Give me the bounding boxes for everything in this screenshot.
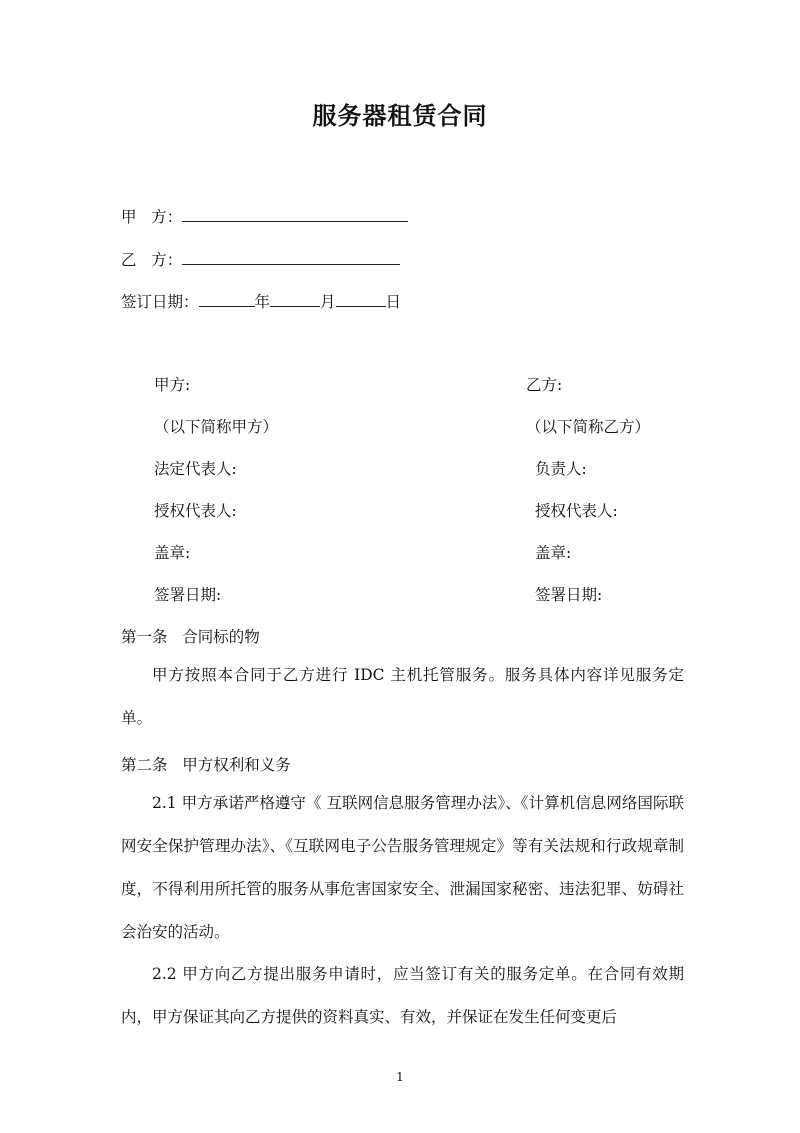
sign-date-line [121, 290, 401, 312]
article-2-clause-2-2: 2.2 甲方向乙方提出服务申请时，应当签订有关的服务定单。在合同有效期内，甲方保证其向乙方提供的资料真实、有效，并保证在发生任何变更后 [121, 965, 684, 1026]
sig-right-auth-rep: 授权代表人: [535, 502, 618, 520]
sig-left-seal: 盖章: [154, 544, 191, 562]
party-b-line [121, 248, 400, 270]
sig-left-rep: 法定代表人: [154, 460, 237, 478]
article-2-clause-2-1: 2.1 甲方承诺严格遵守《 互联网信息服务管理办法》、《计算机信息网络国际联网安全保护管理办法》、《互联网电子公告服务管理规定》等有关法规和行政规章制度，不得利用所托管的服务从事危害国家安全、泄漏国家秘密、违法犯罪、妨碍社会治安的活动。 [121, 794, 684, 941]
sig-left-party: 甲方: [154, 376, 191, 394]
party-a-line [121, 205, 408, 227]
page-number: 1 [396, 1070, 404, 1084]
year-label: 年 [254, 293, 271, 311]
sign-date-label: 签订日期： [121, 293, 199, 311]
day-blank [336, 292, 386, 307]
month-blank [270, 292, 320, 307]
sig-left-alias: （以下简称甲方） [154, 418, 279, 436]
sig-left-auth-rep: 授权代表人: [154, 502, 237, 520]
sig-right-date: 签署日期: [535, 586, 603, 604]
sig-left-date: 签署日期: [154, 586, 222, 604]
sig-right-alias: （以下简称乙方） [526, 418, 651, 436]
article-1-heading: 第一条 合同标的物 [121, 628, 260, 646]
sig-right-seal: 盖章: [535, 544, 572, 562]
year-blank [199, 292, 255, 307]
party-a-blank [182, 207, 408, 222]
sig-right-rep: 负责人: [535, 460, 587, 478]
sig-right-party: 乙方: [526, 376, 563, 394]
party-a-label: 甲 方： [121, 208, 183, 226]
article-1-body: 甲方按照本合同于乙方进行 IDC 主机托管服务。服务具体内容详见服务定单。 [121, 666, 684, 727]
month-label: 月 [320, 293, 336, 311]
article-2-heading: 第二条 甲方权利和义务 [121, 756, 291, 774]
day-label: 日 [385, 293, 402, 311]
party-b-blank [182, 250, 400, 265]
document-title: 服务器租赁合同 [312, 101, 488, 130]
party-b-label: 乙 方： [121, 251, 183, 269]
